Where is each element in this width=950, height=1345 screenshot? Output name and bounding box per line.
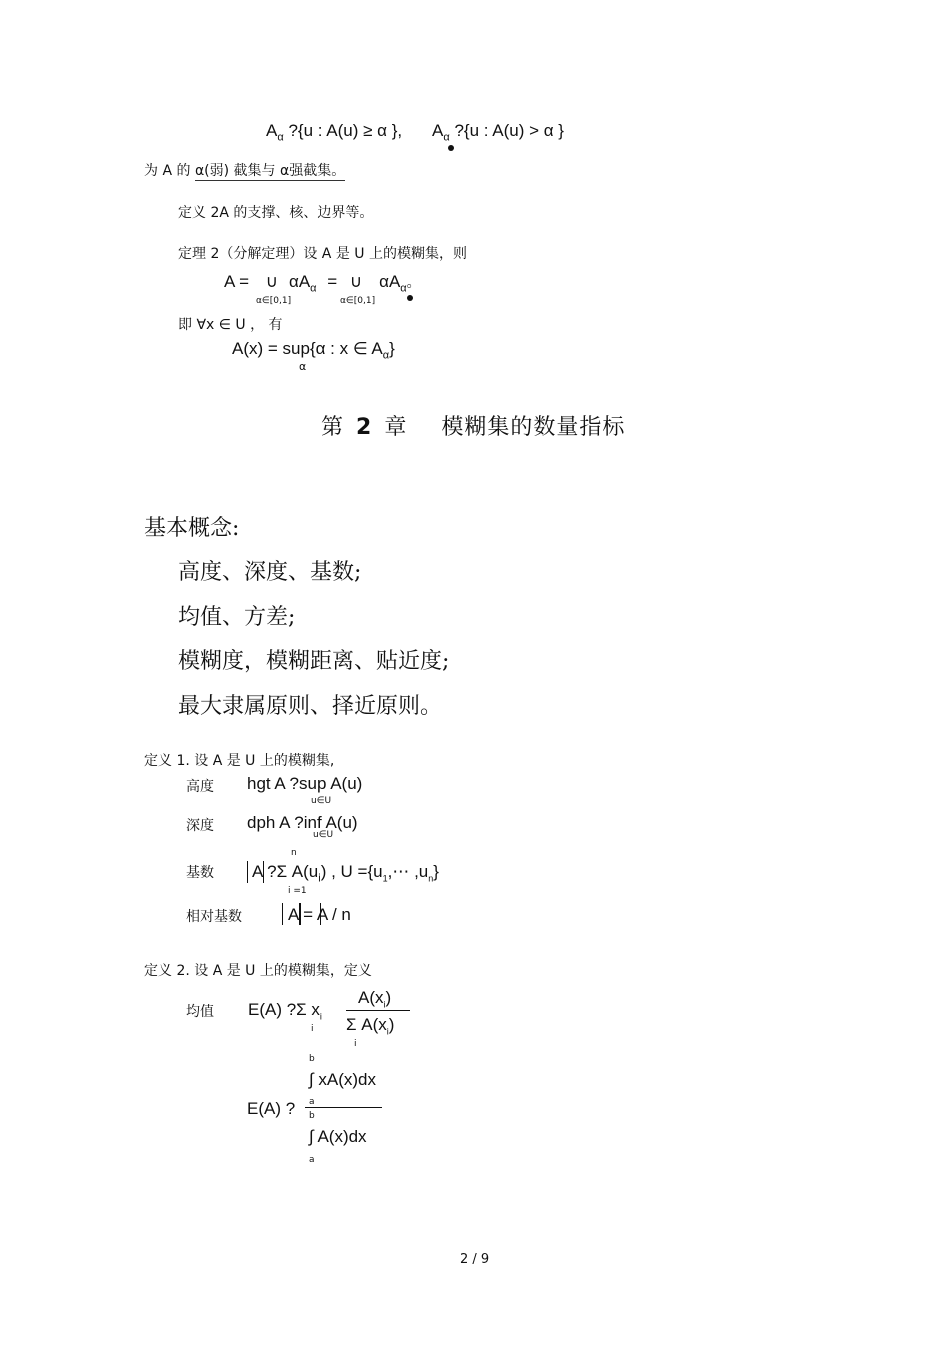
sup-formula-close: }	[389, 339, 395, 358]
mean-discrete-sum-index: i	[311, 1024, 314, 1034]
depth-formula: dph A ?inf A(u)	[247, 813, 358, 832]
int-upper-limit-2: b	[309, 1111, 315, 1121]
mean-discrete-lhs-body: E(A) ?Σ x	[248, 1000, 320, 1019]
definition-2a: 定义 2A 的支撑、核、边界等。	[178, 205, 374, 221]
chapter-title: 模糊集的数量指标	[441, 415, 626, 440]
mean-continuous-lhs: E(A) ?	[247, 1099, 296, 1118]
cardinality-formula-sub: i	[318, 872, 321, 885]
sum-upper-index: n	[291, 848, 297, 858]
chapter-heading	[321, 410, 625, 441]
mean-label: 均值	[186, 1004, 214, 1020]
cardinality-formula-close: }	[433, 862, 439, 881]
chapter-number: 2	[356, 415, 373, 440]
mean-den-close: )	[388, 1015, 395, 1034]
sup-formula-sub: α	[382, 349, 390, 362]
definition-2-title: 定义 2. 设 A 是 U 上的模糊集，定义	[144, 963, 372, 979]
union-1-index: α∈[0,1]	[256, 296, 292, 306]
int-lower-limit-2: a	[309, 1155, 315, 1165]
height-formula: hgt A ?sup A(u)	[247, 774, 363, 793]
cut-description-underlined: α(弱) 截集与 α强截集。	[194, 163, 346, 179]
sum-lower-index: i =1	[288, 886, 307, 896]
rel-bar-1	[282, 903, 283, 925]
mean-discrete-lhs	[248, 1000, 322, 1021]
decomposition-formula	[224, 272, 421, 294]
u1-sub: 1	[382, 873, 388, 884]
mean-discrete-lhs-sub: i	[319, 1011, 322, 1022]
cut-description-prefix: 为 A 的	[144, 163, 191, 179]
sup-index: α	[299, 360, 307, 373]
definition-1-title: 定义 1. 设 A 是 U 上的模糊集,	[144, 753, 335, 769]
cardinality-formula-tail: ) , U ={u	[320, 862, 383, 881]
concept-item: 高度、深度、基数;	[178, 560, 362, 585]
decomp-lhs: A =	[224, 272, 250, 291]
alpha-cut-formula	[266, 121, 402, 143]
mean-continuous-denominator: ∫ A(x)dx	[309, 1127, 367, 1146]
union-symbol-1: ∪	[265, 272, 279, 291]
theorem-2-statement: 定理 2（分解定理）设 A 是 U 上的模糊集，则	[178, 246, 467, 262]
height-index: u∈U	[311, 796, 332, 806]
mean-num-body: A(x	[358, 988, 384, 1007]
decomp-end: 。	[406, 274, 421, 290]
strong-cut-subscript: α	[443, 131, 450, 144]
depth-index: u∈U	[313, 830, 334, 840]
mean-den-sub: i	[386, 1026, 389, 1037]
mean-num-sub: i	[383, 999, 386, 1010]
cardinality-formula-mid: ,⋯ ,u	[387, 862, 429, 881]
strong-cut-symbol: A	[432, 121, 444, 140]
abs-bar-left	[247, 861, 248, 883]
weak-cut-symbol: A	[266, 121, 278, 140]
mean-continuous-fraction-line	[305, 1107, 382, 1108]
concept-item: 最大隶属原则、择近原则。	[178, 694, 443, 719]
int-lower-limit-1: a	[309, 1097, 315, 1107]
weak-cut-definition: ?{u : A(u) ≥ α },	[288, 121, 403, 140]
mean-discrete-numerator	[358, 988, 391, 1009]
decomp-equals: =	[327, 272, 338, 291]
cut-description	[144, 160, 345, 180]
relative-cardinality-label: 相对基数	[186, 909, 242, 925]
un-sub: n	[428, 873, 434, 884]
concept-item: 模糊度，模糊距离、贴近度;	[178, 649, 450, 674]
mean-discrete-fraction-line	[346, 1010, 410, 1011]
page-number: 2 / 9	[460, 1252, 490, 1267]
strong-cut-definition: ?{u : A(u) > α }	[454, 121, 564, 140]
decomp-term-2: αA	[379, 272, 401, 291]
cardinality-formula	[252, 862, 439, 884]
decomp-term-1: αA	[288, 272, 311, 291]
decomp-term-1-sub: α	[310, 282, 317, 295]
weak-cut-subscript: α	[277, 131, 284, 144]
cardinality-label: 基数	[186, 865, 214, 881]
mean-num-close: )	[385, 988, 392, 1007]
sup-formula	[232, 339, 395, 361]
chapter-suffix: 章	[384, 415, 408, 440]
concepts-heading: 基本概念:	[144, 516, 240, 541]
union-symbol-2: ∪	[349, 272, 363, 291]
mean-den-body: Σ A(x	[346, 1015, 387, 1034]
depth-label: 深度	[186, 818, 214, 834]
sup-formula-body: A(x) = sup{α : x ∈ A	[232, 339, 383, 358]
chapter-prefix: 第	[321, 415, 345, 440]
strong-alpha-cut-formula	[432, 121, 564, 143]
mean-den-sum-index: i	[354, 1039, 357, 1049]
decomp-dot	[407, 295, 413, 301]
strong-cut-dot	[448, 145, 454, 151]
relative-cardinality-formula: A = A / n	[288, 905, 351, 924]
int-upper-limit-1: b	[309, 1054, 315, 1064]
decomp-term-2-sub: α	[400, 282, 407, 295]
mean-discrete-denominator	[346, 1015, 394, 1036]
height-label: 高度	[186, 779, 214, 795]
mean-continuous-numerator: ∫ xA(x)dx	[309, 1070, 376, 1089]
concept-item: 均值、方差;	[178, 605, 296, 630]
union-2-index: α∈[0,1]	[340, 296, 376, 306]
cardinality-formula-body: A ?Σ A(u	[252, 862, 319, 881]
forall-line: 即 ∀x ∈ U ， 有	[178, 317, 283, 333]
